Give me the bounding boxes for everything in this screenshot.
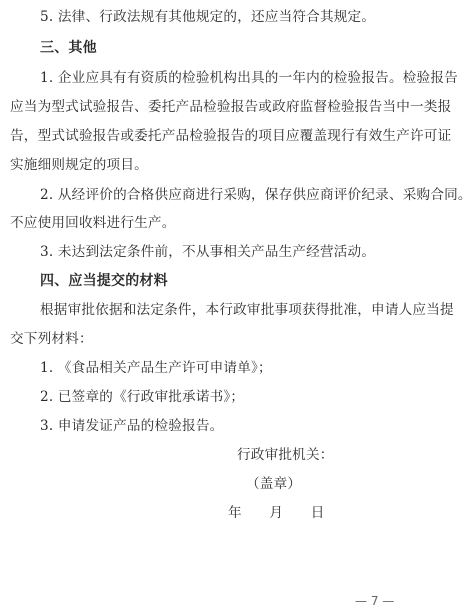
seal-label: （盖章） — [246, 476, 302, 492]
para-3-1-line-1: 1. 企业应具有有资质的检验机构出具的一年内的检验报告。检验报告 — [40, 70, 458, 86]
material-2: 2. 已签章的《行政审批承诺书》； — [40, 389, 245, 405]
material-3: 3. 申请发证产品的检验报告。 — [40, 418, 224, 434]
para-3-1-line-3: 告，型式试验报告或委托产品检验报告的项目应覆盖现行有效生产许可证 — [10, 128, 452, 144]
approval-authority: 行政审批机关： — [237, 447, 334, 463]
para-4-intro-line-1: 根据审批依据和法定条件，本行政审批事项获得批准，申请人应当提 — [40, 302, 454, 318]
para-3-1-line-4: 实施细则规定的项目。 — [10, 157, 148, 173]
material-1: 1. 《食品相关产品生产许可申请单》； — [40, 360, 272, 376]
para-3-2-line-1: 2. 从经评价的合格供应商进行采购，保存供应商评价纪录、采购合同。 — [40, 187, 472, 203]
page-number: — 7 — — [355, 594, 395, 608]
para-3-1-line-2: 应当为型式试验报告、委托产品检验报告或政府监督检验报告当中一类报 — [10, 99, 452, 115]
date-line: 年 月 日 — [228, 505, 325, 521]
item-5: 5. 法律、行政法规有其他规定的，还应当符合其规定。 — [40, 9, 376, 25]
section-4-heading: 四、应当提交的材料 — [40, 273, 168, 289]
para-4-intro-line-2: 交下列材料： — [10, 331, 93, 347]
section-3-heading: 三、其他 — [40, 40, 97, 56]
para-3-3: 3. 未达到法定条件前，不从事相关产品生产经营活动。 — [40, 244, 376, 260]
para-3-2-line-2: 不应使用回收料进行生产。 — [10, 215, 176, 231]
